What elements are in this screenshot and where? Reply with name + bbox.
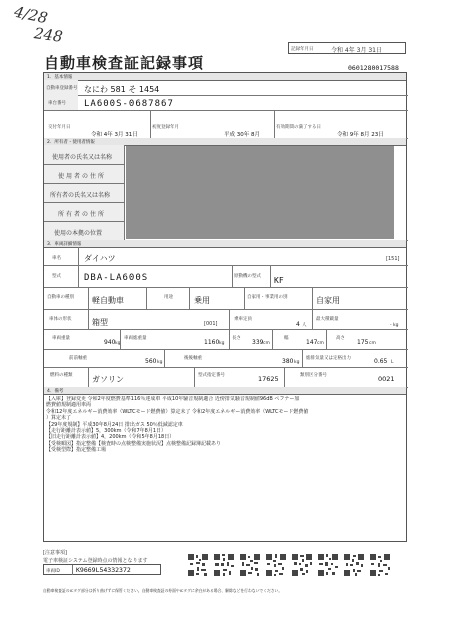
user-address-label: 使用者の住所 — [58, 173, 107, 180]
weight-unit: kg — [115, 341, 121, 346]
section3-heading: 3．車両詳細情報 — [44, 240, 406, 248]
record-form — [43, 72, 407, 542]
engine-value: KF — [274, 276, 284, 285]
weight-label: 車両重量 — [52, 336, 70, 341]
first-reg-value: 平成 30年 8月 — [224, 132, 260, 138]
width-label: 幅 — [284, 336, 289, 341]
gross-unit: kg — [219, 341, 225, 346]
remark-line: 【受検型際】指定整備工場 — [46, 447, 107, 454]
remark-line: 【29年度規制】平成30年8月24日 排出ガス 50％低減認定車 — [46, 421, 183, 428]
fuel-value: ガソリン — [92, 375, 124, 384]
vehicle-id-label: 車両ID — [46, 569, 60, 574]
user-name-label: 使用者の氏名又は名称 — [52, 154, 113, 161]
handwritten-note-line2: 248 — [32, 24, 64, 46]
length-value: 339 — [252, 339, 264, 346]
weight-value: 940 — [104, 339, 116, 346]
expiry-value: 令和 9年 8月 23日 — [337, 132, 384, 138]
notice-text: 電子車検証システム登録時点の情報となります — [43, 558, 148, 564]
vehicle-id-box — [43, 564, 161, 575]
front-axle-unit: kg — [157, 360, 163, 365]
disclaimer-text: 自動車検査証のICタグ部分は折り曲げずに保管ください。自動車検査証の券面やICタグに余白がある場合、解除などを行わないでください。 — [43, 588, 283, 593]
type-label: 自動車の種別 — [47, 295, 74, 300]
height-unit: cm — [369, 341, 376, 346]
front-axle-value: 560 — [145, 358, 157, 365]
model-value: DBA-LA600S — [84, 273, 149, 283]
capacity-label: 乗車定員 — [234, 317, 252, 322]
qr-code-1-icon — [187, 553, 209, 577]
width-value: 147 — [306, 339, 318, 346]
gross-label: 車両総重量 — [124, 336, 147, 341]
rear-axle-value: 380 — [282, 358, 294, 365]
type-value: 軽自動車 — [92, 296, 124, 305]
issue-date-box — [288, 42, 406, 54]
expiry-label: 有効期間の満了する日 — [276, 125, 321, 130]
length-unit: cm — [263, 341, 270, 346]
width-unit: cm — [317, 341, 324, 346]
displacement-unit: L — [391, 360, 394, 365]
remark-line: 【旧走行距離計表示値】4，200km（令和5年8月18日） — [46, 434, 175, 441]
vehicle-id-value: K9669L54332372 — [76, 566, 131, 574]
issue-label: 交付年月日 — [48, 125, 71, 130]
handwritten-note-line1: 4/28 — [12, 2, 50, 28]
document-title: 自動車検査証記録事項 — [44, 54, 205, 72]
remark-line: ）算定未了 — [46, 415, 72, 422]
base-location-label: 使用の本拠の位置 — [54, 230, 103, 237]
rear-axle-label: 後後軸重 — [184, 356, 202, 361]
body-value: 箱型 — [92, 318, 108, 327]
qr-code-6-icon — [317, 553, 339, 577]
document-number: 0601280017588 — [348, 64, 399, 72]
issue-value: 令和 4年 3月 31日 — [91, 132, 138, 138]
category-value: 0021 — [378, 375, 395, 383]
qr-code-8-icon — [369, 553, 391, 577]
qr-code-2-icon — [213, 553, 235, 577]
category-label: 類別区分番号 — [300, 373, 327, 378]
remark-line: 【受検順図】指定整備【検査時の点検整備実施状況】点検整備記録簿記載あり — [46, 440, 222, 447]
remark-line: 令和12年度エネルギー消費効率（WLTCモード燃費値）算定未了 令和2年度エネルギー消費効率（WLTCモード燃費値 — [46, 408, 309, 415]
body-label: 車体の形状 — [49, 317, 72, 322]
remark-line: 燃費値規制適用車両 — [46, 402, 92, 409]
owner-name-label: 所有者の氏名又は名称 — [50, 192, 111, 199]
body-code: [001] — [204, 321, 218, 327]
owner-address-label: 所有者の住所 — [58, 211, 107, 218]
section1-heading: 1．基本情報 — [44, 73, 406, 81]
length-label: 長さ — [232, 336, 241, 341]
max-load-label: 最大積載量 — [316, 317, 339, 322]
height-value: 175 — [357, 339, 369, 346]
maker-code: [151] — [386, 256, 400, 262]
remark-line: 【入庫】登録変更 令和2年度燃費基準116％達成車 平成10年騒音規制適合 近傍排気騒音規制値96dB ペフナー加 — [46, 396, 300, 402]
section4-heading: 4．備考 — [44, 387, 406, 395]
fuel-label: 燃料の種類 — [50, 373, 73, 378]
capacity-value: 4 — [296, 321, 300, 328]
model-label: 型式 — [52, 274, 61, 279]
chassis-value: LA600S-0687867 — [84, 99, 174, 109]
redacted-owner-info — [126, 146, 394, 239]
qr-code-4-icon — [265, 553, 287, 577]
qr-code-5-icon — [291, 553, 313, 577]
section2-heading: 2．所有者・使用者情報 — [44, 138, 406, 146]
private-label: 自家用・事業用の別 — [247, 295, 288, 300]
max-load-unit: - kg — [390, 323, 399, 328]
qr-code-7-icon — [343, 553, 365, 577]
remark-line: 【走行距離計表示値】5，300km（令和7年8月1日） — [46, 428, 167, 435]
issue-date-value: 令和 4年 3月 31日 — [331, 47, 382, 54]
engine-label: 原動機の型式 — [234, 274, 261, 279]
height-label: 高さ — [336, 336, 345, 341]
notice-label: [注意事項] — [43, 550, 67, 556]
qr-code-3-icon — [239, 553, 261, 577]
chassis-label: 車台番号 — [48, 101, 66, 106]
rear-axle-unit: kg — [294, 360, 300, 365]
designation-value: 17625 — [258, 375, 279, 383]
front-axle-label: 前前軸重 — [69, 356, 87, 361]
reg-no-label: 自動車登録番号 — [46, 86, 78, 91]
designation-label: 型式指定番号 — [198, 373, 225, 378]
capacity-unit: 人 — [302, 323, 307, 328]
displacement-value: 0.65 — [374, 358, 388, 365]
remarks-block — [46, 396, 406, 536]
reg-no-value: なにわ 581 そ 1454 — [84, 85, 160, 94]
use-value: 乗用 — [194, 296, 210, 305]
maker-label: 車名 — [52, 256, 61, 261]
private-value: 自家用 — [316, 296, 340, 305]
gross-value: 1160 — [204, 339, 220, 346]
first-reg-label: 初度登録年月 — [152, 125, 179, 130]
maker-value: ダイハツ — [84, 254, 116, 263]
issue-date-label: 記録年月日 — [291, 47, 314, 52]
use-label: 用途 — [164, 295, 173, 300]
displacement-label: 総排気量又は定格出力 — [306, 356, 351, 361]
